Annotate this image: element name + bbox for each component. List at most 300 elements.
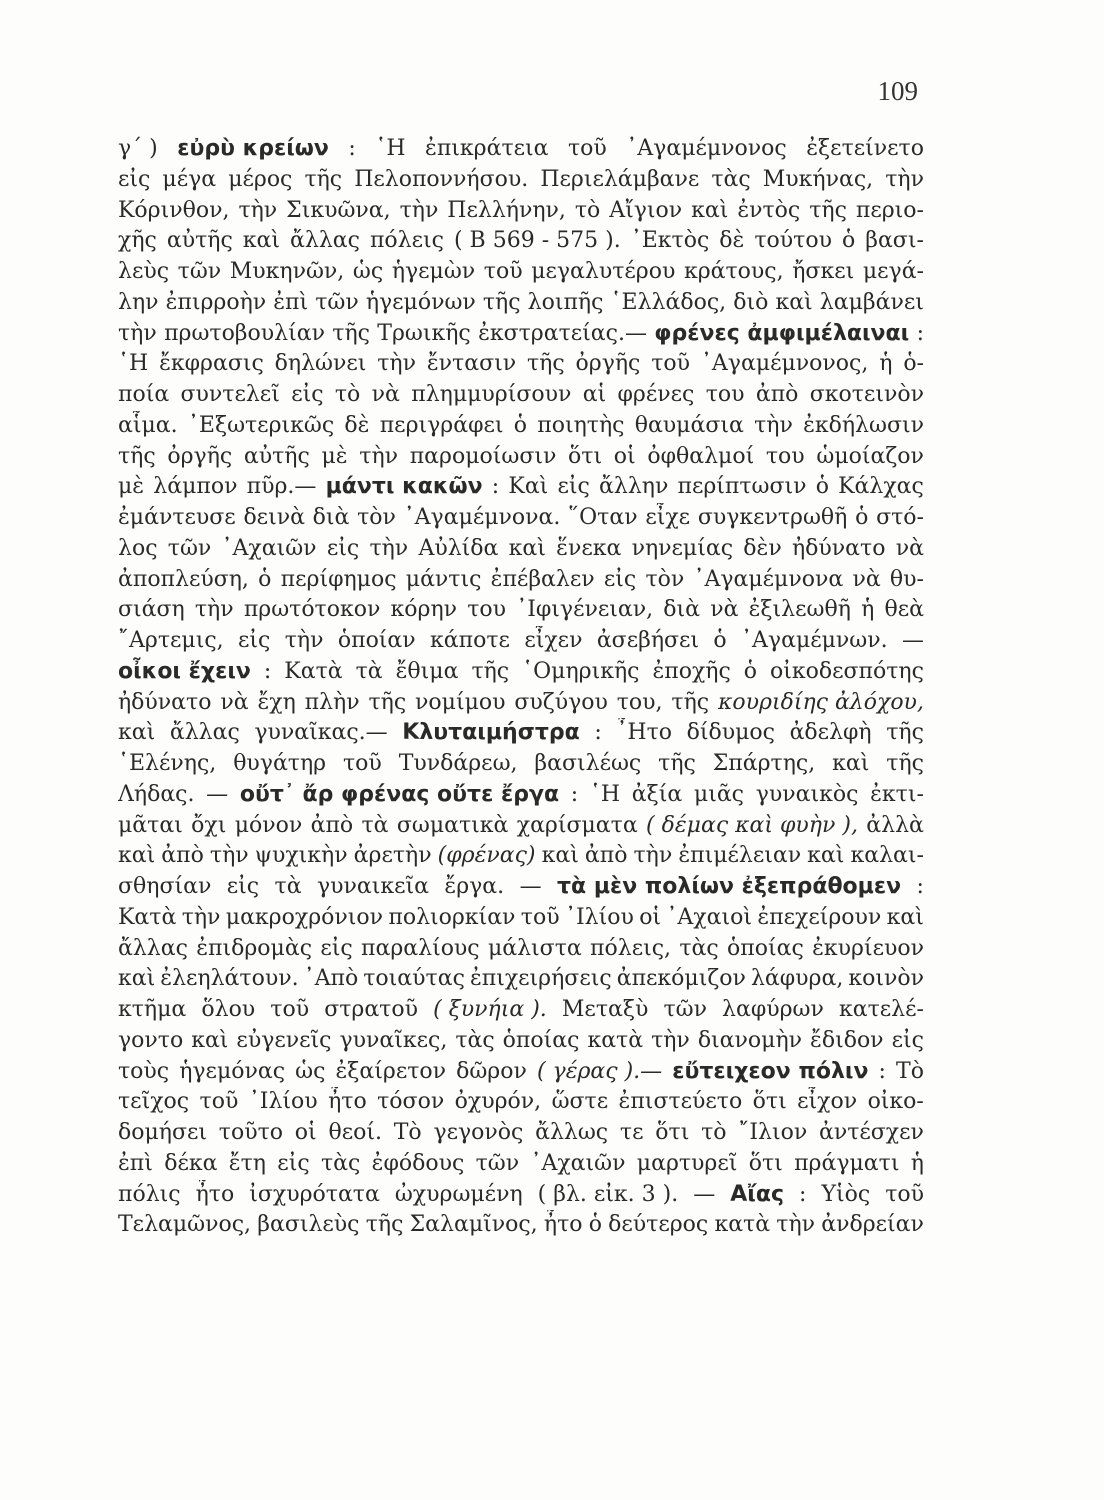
word: ῎Ιλιον bbox=[738, 1120, 808, 1145]
word: : bbox=[916, 874, 924, 899]
word: γυναικεῖα bbox=[316, 874, 429, 899]
word: τῶν bbox=[177, 259, 222, 284]
word: περίφημος bbox=[280, 566, 397, 592]
word: ὡς bbox=[295, 1058, 326, 1084]
word: μάλιστα bbox=[487, 935, 582, 961]
word: ( βλ. εἰκ. 3 ). bbox=[537, 1181, 679, 1207]
word: ῾Η bbox=[589, 781, 621, 807]
word: τῆς bbox=[118, 443, 156, 469]
word: Τρωικῆς bbox=[377, 320, 471, 346]
word: δὲν bbox=[743, 535, 782, 561]
text-line bbox=[118, 595, 924, 626]
word: — bbox=[902, 628, 924, 653]
word: λάφυρα, bbox=[750, 966, 844, 992]
word: βασιλεὺς bbox=[257, 1212, 360, 1238]
word: ᾿Ιφιγένειαν, bbox=[516, 597, 654, 623]
word: ᾿Αχαιῶν bbox=[221, 535, 317, 561]
word: μεγαλυτέρου bbox=[531, 259, 676, 284]
word: περίπτωσιν bbox=[677, 474, 807, 500]
word: δῶρον bbox=[456, 1058, 527, 1084]
word: τῶν bbox=[475, 1150, 520, 1176]
word: κοινὸν bbox=[848, 966, 924, 992]
word: εἰς bbox=[226, 874, 260, 899]
word: ἀποπλεύση, bbox=[118, 566, 249, 592]
word: καὶ bbox=[508, 535, 546, 561]
word: μαρτυρεῖ bbox=[636, 1150, 738, 1176]
word: νὰ bbox=[710, 597, 739, 623]
word: ᾿Αγαμέμνονα bbox=[693, 566, 844, 592]
word: φρένες bbox=[617, 382, 695, 407]
word: ᾿Αγαμέμνονα. bbox=[403, 505, 561, 530]
word: τοῦ bbox=[483, 259, 523, 284]
word: χαρίσματα bbox=[516, 812, 638, 838]
word: Αἴγιον bbox=[609, 197, 683, 223]
word: ὡς bbox=[352, 259, 384, 284]
word: ῾Η bbox=[118, 351, 149, 377]
word: Καὶ bbox=[508, 474, 549, 500]
text-line bbox=[118, 657, 924, 688]
word: πρωτότοκον bbox=[243, 597, 381, 623]
word: τοῦ bbox=[885, 1181, 924, 1207]
word: Σπάρτης, bbox=[712, 751, 816, 776]
text-line bbox=[118, 995, 924, 1026]
word: τῶν bbox=[315, 289, 359, 315]
word: ἡγεμόνων bbox=[365, 289, 476, 315]
word: ἐπιχειρήσεις bbox=[469, 966, 612, 992]
word: δομήσει bbox=[118, 1120, 208, 1145]
word: νομίμου bbox=[415, 689, 506, 715]
word: καὶ bbox=[832, 751, 870, 776]
word: τῆς bbox=[886, 751, 924, 776]
word: τὰς bbox=[679, 935, 719, 961]
word: Μυκηνῶν, bbox=[229, 259, 345, 284]
word: τῆς bbox=[526, 351, 565, 377]
word: τὰ bbox=[274, 874, 302, 899]
word: τὴν bbox=[238, 197, 278, 223]
word: ἀσεβήσει bbox=[596, 628, 700, 653]
text-line bbox=[118, 688, 924, 719]
word: ποία bbox=[118, 382, 170, 407]
word: μεγά- bbox=[862, 259, 924, 284]
word: ἐκτι- bbox=[870, 781, 924, 807]
word: τὴν bbox=[377, 351, 416, 377]
word: Σαλαμῖνος, bbox=[409, 1212, 538, 1238]
word: περιο- bbox=[855, 197, 924, 223]
word: τοῦ bbox=[199, 1089, 239, 1115]
word: του bbox=[467, 597, 507, 623]
word: Μεταξὺ bbox=[561, 997, 649, 1022]
word: ἐπικράτεια bbox=[425, 136, 549, 161]
word: λην bbox=[118, 289, 159, 315]
text-line bbox=[118, 503, 924, 534]
word: κατελέ- bbox=[838, 997, 924, 1022]
lemma-term: Κλυταιμήστρα bbox=[402, 720, 580, 746]
word: εἰς bbox=[291, 382, 324, 407]
lemma-term: φρένες ἀμφιμέλαιναι bbox=[654, 320, 910, 346]
word: τοῦ bbox=[651, 351, 691, 377]
word: βασιλέως bbox=[534, 751, 642, 776]
word: ἐμάντευσε bbox=[118, 505, 236, 530]
word: καὶ bbox=[691, 197, 729, 223]
word: ἦτο bbox=[328, 1089, 367, 1115]
word: μόνον bbox=[234, 812, 303, 838]
word: συντελεῖ bbox=[180, 382, 280, 407]
word: ἐντὸς bbox=[737, 197, 801, 223]
word: ἦτο bbox=[195, 1181, 235, 1207]
word: τοὺς bbox=[118, 1058, 170, 1084]
word: ψυχικὴν bbox=[254, 843, 348, 869]
word: λάμπον bbox=[153, 474, 238, 500]
word: οἱ bbox=[294, 1120, 317, 1145]
word: ᾿Αγαμέμνονος bbox=[626, 136, 787, 161]
word: καὶ bbox=[118, 720, 156, 746]
word: Πελλήνην, bbox=[447, 197, 566, 223]
word: σωματικὰ bbox=[396, 812, 509, 838]
text-line bbox=[118, 934, 924, 965]
text-line bbox=[118, 749, 924, 780]
word: τὰς bbox=[711, 166, 751, 192]
word: ἀπὸ bbox=[584, 843, 628, 869]
word: δέκα bbox=[164, 1150, 218, 1176]
word: ἐπέβαλεν bbox=[490, 566, 595, 592]
word: ἐξαίρετον bbox=[335, 1058, 447, 1084]
word: Πελοποννήσου. bbox=[354, 166, 529, 192]
word: τῆς bbox=[658, 751, 696, 776]
word: εἶχον bbox=[797, 1089, 858, 1115]
word: χῆς bbox=[118, 228, 157, 254]
word: ἔργα. bbox=[444, 874, 505, 899]
word: τῆς bbox=[671, 689, 710, 715]
text-line bbox=[118, 718, 924, 749]
word: τὴν bbox=[651, 1027, 690, 1053]
word: ὁ bbox=[713, 628, 727, 653]
word: πλὴν bbox=[304, 689, 360, 715]
word: — bbox=[693, 1181, 716, 1207]
word: λαμβάνει bbox=[819, 289, 924, 315]
word: ῾Ελένης, bbox=[118, 751, 217, 776]
word: νὰ bbox=[852, 566, 881, 592]
word: Κατὰ bbox=[118, 904, 177, 930]
word: ἐκυρίευον bbox=[812, 935, 924, 961]
word: καὶ bbox=[541, 843, 579, 869]
word: Κάλχας bbox=[838, 474, 924, 500]
word: ὁ bbox=[841, 228, 856, 254]
word: κράτους, bbox=[683, 259, 784, 284]
word: ὁ- bbox=[903, 351, 924, 377]
word: δηλώνει bbox=[274, 351, 367, 377]
word: τὸ bbox=[701, 1120, 727, 1145]
word: ᾿Απὸ bbox=[303, 966, 359, 992]
word: τῶν bbox=[167, 535, 212, 561]
word: ἐκστρατείας.— bbox=[478, 320, 647, 346]
word: Περιελάμβανε bbox=[540, 166, 700, 192]
text-line bbox=[118, 841, 924, 872]
word: ᾿Εξωτερικῶς bbox=[187, 412, 335, 438]
word: Υἱὸς bbox=[821, 1181, 871, 1207]
word: συζύγου bbox=[514, 689, 608, 715]
word: ἐξετείνετο bbox=[806, 136, 924, 161]
italic-phrase: ( ξυνήια ). bbox=[433, 997, 547, 1022]
word: μὲ bbox=[321, 443, 348, 469]
word: Τελαμῶνος, bbox=[118, 1212, 252, 1238]
word: : bbox=[878, 1058, 886, 1084]
text-line bbox=[118, 626, 924, 657]
text-line bbox=[118, 565, 924, 596]
word: μᾶται bbox=[118, 812, 183, 838]
word: πολιορκίαν bbox=[388, 904, 516, 930]
word: κατὰ bbox=[714, 1212, 771, 1238]
word: του bbox=[765, 443, 805, 469]
word: ῾Ελλάδος, bbox=[610, 289, 727, 315]
word: ἡγεμόνας bbox=[179, 1058, 286, 1084]
italic-phrase: κουριδίης ἀλόχου, bbox=[717, 689, 924, 715]
word: τεῖχος bbox=[118, 1089, 190, 1115]
word: καλαι- bbox=[850, 843, 924, 869]
word: του, bbox=[616, 689, 663, 715]
word: λαφύρων bbox=[722, 997, 824, 1022]
word: τοιαύτας bbox=[363, 966, 465, 992]
word: : bbox=[263, 658, 272, 684]
word: οἰκοδεσπότης bbox=[770, 658, 924, 684]
word: ᾿Αχαιοὶ bbox=[666, 904, 752, 930]
word: κτῆμα bbox=[118, 997, 187, 1022]
word: τούτου bbox=[754, 228, 832, 254]
word: πρωτοβουλίαν bbox=[164, 320, 325, 346]
word: ἡ bbox=[879, 351, 893, 377]
word: καὶ bbox=[118, 843, 156, 869]
italic-phrase: (φρένας) bbox=[437, 843, 536, 869]
word: Λήδας. bbox=[118, 781, 195, 807]
word: ἐποχῆς bbox=[652, 658, 731, 684]
word: καὶ bbox=[807, 843, 845, 869]
lemma-term: οὔτ᾿ ἄρ φρένας οὔτε ἔργα bbox=[239, 781, 560, 807]
word: τὰς bbox=[320, 1150, 361, 1176]
word: ἀλλὰ bbox=[866, 812, 924, 838]
word: τὰ bbox=[355, 658, 383, 684]
text-line bbox=[118, 226, 924, 257]
word: Τυνδάρεω, bbox=[398, 751, 518, 776]
word: γ΄ ) bbox=[118, 136, 158, 161]
word: ὁ bbox=[743, 658, 758, 684]
word: τὴν bbox=[181, 904, 221, 930]
word: τῶν bbox=[663, 997, 707, 1022]
word: ἡ bbox=[910, 1150, 924, 1176]
word: ᾿Εκτὸς bbox=[630, 228, 710, 254]
word: τῆς bbox=[886, 720, 924, 746]
word: τὴν bbox=[399, 197, 439, 223]
word: τὴν bbox=[754, 412, 793, 438]
word: κάποτε bbox=[430, 628, 510, 653]
word: ἄλλας bbox=[169, 720, 240, 746]
word: ἐπιρροὴν bbox=[165, 289, 267, 315]
word: ἄλλας bbox=[118, 935, 188, 961]
word: βασι- bbox=[865, 228, 924, 254]
word: τῆς bbox=[809, 197, 847, 223]
lemma-term: τὰ μὲν πολίων ἐξεπράθομεν bbox=[557, 874, 902, 899]
word: καὶ bbox=[886, 904, 924, 930]
word: : bbox=[799, 1181, 807, 1207]
word: του bbox=[705, 382, 745, 407]
word: τοῦ bbox=[270, 997, 310, 1022]
text-line bbox=[118, 780, 924, 811]
word: : bbox=[570, 781, 579, 807]
word: καὶ bbox=[118, 966, 156, 992]
word: ἡ bbox=[861, 597, 875, 623]
word: νηνεμίας bbox=[631, 535, 734, 561]
word: καὶ bbox=[191, 1027, 229, 1053]
italic-phrase: ( γέρας ).— bbox=[536, 1058, 663, 1084]
word: τῆς bbox=[482, 289, 521, 315]
text-line bbox=[118, 1149, 924, 1180]
word: ἔκφρασις bbox=[159, 351, 264, 377]
word: αἱ bbox=[582, 382, 607, 407]
word: ὀχυρόν, bbox=[454, 1089, 542, 1115]
word: τὰ bbox=[361, 812, 389, 838]
word: τοῦ bbox=[343, 751, 382, 776]
word: τῆς bbox=[365, 1212, 404, 1238]
word: οἱ bbox=[613, 443, 636, 469]
word: ὅτι bbox=[568, 443, 603, 469]
word: τὸ bbox=[334, 382, 361, 407]
text-line bbox=[118, 472, 924, 503]
body-text bbox=[118, 134, 924, 1241]
lemma-term: Αἴας bbox=[730, 1181, 785, 1207]
word: — bbox=[206, 781, 229, 807]
text-line bbox=[118, 1180, 924, 1211]
word: λος bbox=[118, 535, 158, 561]
word: ἔχη bbox=[257, 689, 296, 715]
word: μακροχρόνιον bbox=[225, 904, 383, 930]
word: καὶ bbox=[775, 289, 813, 315]
word: Τὸ bbox=[896, 1058, 924, 1084]
word: γυναῖκας.— bbox=[254, 720, 388, 746]
text-line bbox=[118, 1118, 924, 1149]
word: δεύτερος bbox=[608, 1212, 709, 1238]
word: εἶχε bbox=[645, 505, 691, 530]
word: ἐπιστεύετο bbox=[618, 1089, 743, 1115]
text-line bbox=[118, 534, 924, 565]
text-line bbox=[118, 442, 924, 473]
text-line bbox=[118, 411, 924, 442]
word: ἕνεκα bbox=[556, 535, 622, 561]
word: πόλεις, bbox=[590, 935, 672, 961]
word: τὴν bbox=[284, 628, 324, 653]
word: εὐγενεῖς bbox=[236, 1027, 332, 1053]
word: διὸ bbox=[733, 289, 769, 315]
word: μάντις bbox=[405, 566, 482, 592]
word: ἀνδρείαν bbox=[821, 1212, 924, 1238]
word: τὴν bbox=[194, 597, 234, 623]
word: : bbox=[916, 320, 924, 346]
word: πῦρ.— bbox=[246, 474, 317, 500]
word: αὐτῆς bbox=[243, 443, 310, 469]
word: πλημμυρίσουν bbox=[411, 382, 572, 407]
word: εἰς bbox=[238, 628, 271, 653]
word: ἄλλην bbox=[599, 474, 669, 500]
word: Τὸ bbox=[393, 1120, 422, 1145]
word: ἐκδήλωσιν bbox=[803, 412, 924, 438]
word: εἰς bbox=[326, 535, 360, 561]
word: ἐπὶ bbox=[118, 1150, 153, 1176]
word: τὴν bbox=[885, 166, 924, 192]
word: δὲ bbox=[344, 412, 370, 438]
word: ὁποίας bbox=[727, 935, 804, 961]
word: πόλεις bbox=[369, 228, 444, 254]
word: ἡγεμὼν bbox=[391, 259, 476, 284]
word: ὁ bbox=[815, 474, 829, 500]
word: ὁ bbox=[855, 505, 869, 530]
word: ὠχυρωμένη bbox=[394, 1181, 523, 1207]
word: ἐπεχείρουν bbox=[757, 904, 882, 930]
word: εἰς bbox=[118, 166, 151, 192]
word: ᾿Αγαμέμνονος, bbox=[700, 351, 869, 377]
word: νὰ bbox=[895, 535, 924, 561]
word: πόλις bbox=[118, 1181, 181, 1207]
word: γυναικὸς bbox=[755, 781, 859, 807]
word: ἐξιλεωθῆ bbox=[748, 597, 851, 623]
word: ἀρετὴν bbox=[353, 843, 432, 869]
word: ῞Οταν bbox=[568, 505, 638, 530]
word: τε bbox=[619, 1120, 644, 1145]
word: ἠδύνατο bbox=[792, 535, 886, 561]
word: ἀπὸ bbox=[161, 843, 204, 869]
word: ὅλου bbox=[201, 997, 256, 1022]
word: διὰ bbox=[663, 597, 701, 623]
word: λεὺς bbox=[118, 259, 170, 284]
italic-phrase: ( δέμας καὶ φυὴν ), bbox=[646, 812, 858, 838]
word: Κατὰ bbox=[284, 658, 343, 684]
word: διὰ bbox=[312, 505, 350, 530]
word: ποιητὴς bbox=[537, 412, 625, 438]
word: θυγάτηρ bbox=[233, 751, 327, 776]
word: τοῦτο bbox=[218, 1120, 284, 1145]
text-line bbox=[118, 1087, 924, 1118]
word: ὁ bbox=[513, 412, 528, 438]
word: ἀδελφὴ bbox=[789, 720, 872, 746]
word: κατὰ bbox=[587, 1027, 644, 1053]
word: ἀξία bbox=[631, 781, 683, 807]
text-line bbox=[118, 134, 924, 165]
page-number: 109 bbox=[877, 76, 918, 106]
word: ἦτο bbox=[543, 1212, 583, 1238]
word: διανομὴν bbox=[697, 1027, 803, 1053]
word: τῆς bbox=[304, 166, 343, 192]
word: οἱ bbox=[639, 904, 662, 930]
word: εἰς bbox=[320, 935, 353, 961]
word: θεὰ bbox=[884, 597, 924, 623]
word: λοιπῆς bbox=[527, 289, 604, 315]
word: ὥστε bbox=[551, 1089, 609, 1115]
word: τὴν bbox=[359, 443, 399, 469]
word: ἐπιμέλειαν bbox=[678, 843, 802, 869]
word: ἔθιμα bbox=[395, 658, 459, 684]
lemma-term: οἶκοι ἔχειν bbox=[118, 658, 251, 684]
word: ὁποίαν bbox=[337, 628, 416, 653]
word: ὅτι bbox=[655, 1120, 690, 1145]
word: εἰς bbox=[557, 474, 590, 500]
word: εἶχεν bbox=[524, 628, 583, 653]
word: τὰς bbox=[455, 1027, 495, 1053]
word: αὐτῆς bbox=[166, 228, 233, 254]
word: στρατοῦ bbox=[324, 997, 418, 1022]
word: γυναῖκες, bbox=[339, 1027, 448, 1053]
text-line bbox=[118, 319, 924, 350]
word: τόσον bbox=[377, 1089, 445, 1115]
text-line bbox=[118, 1210, 924, 1241]
word: δεινὰ bbox=[243, 505, 305, 530]
word: ἠδύνατο bbox=[118, 689, 212, 715]
word: μέγα bbox=[162, 166, 217, 192]
